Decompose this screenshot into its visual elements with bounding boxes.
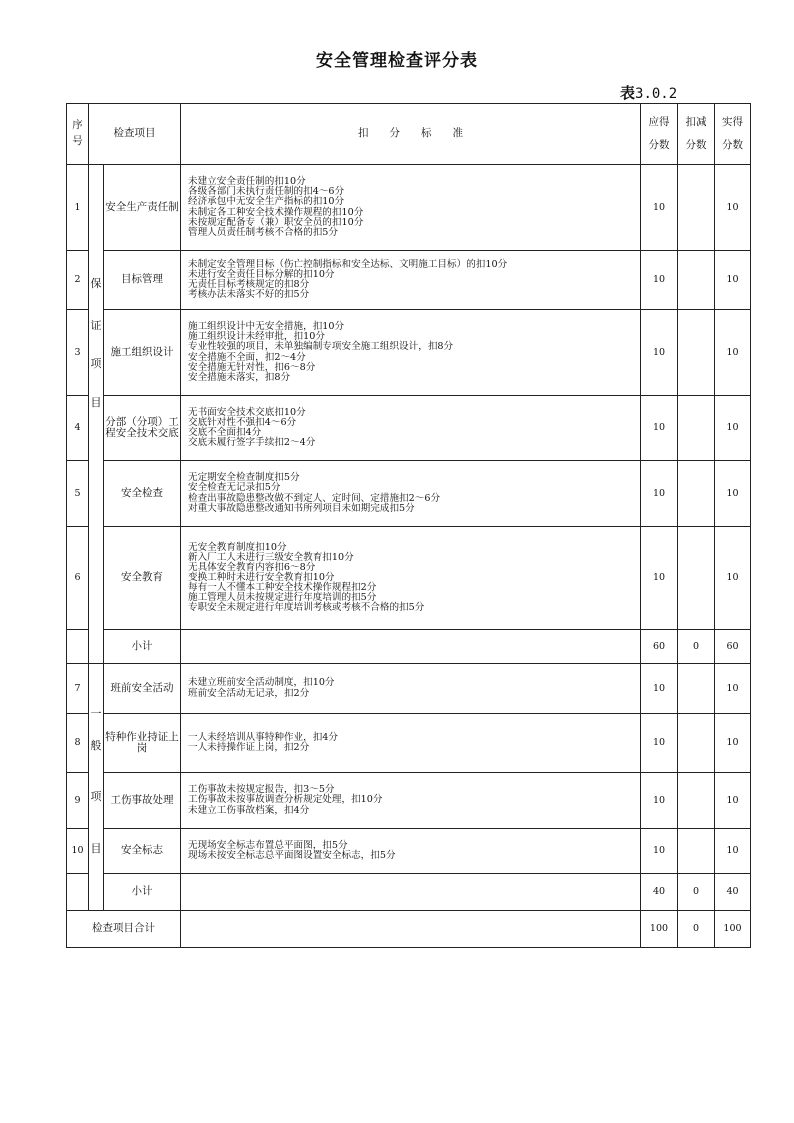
table-row (67, 310, 751, 396)
row-item: 目标管理 (104, 251, 181, 310)
row-due: 10 (641, 251, 678, 310)
row-criteria: 无安全教育制度扣10分 新入厂工人未进行三级安全教育扣10分 无具体安全教育内容扣6～8分 变换工种时未进行安全教育扣10分 每有一人不懂本工种安全技术操作规程扣2分 施工管理人员未按规定进行年度培训的扣5分 专职安全未规定进行年度培训考核或考核不合格的扣5分 (181, 527, 641, 630)
header-criteria: 扣 分 标 准 (181, 104, 641, 165)
table-row (67, 714, 751, 773)
group-guarantee (89, 165, 104, 664)
table-row (67, 165, 751, 251)
row-actual: 10 (715, 165, 751, 251)
row-due: 10 (641, 714, 678, 773)
row-seq: 8 (67, 714, 89, 773)
score-table (66, 103, 751, 948)
row-item: 小计 (104, 630, 181, 664)
row-item: 工伤事故处理 (104, 773, 181, 829)
row-actual: 10 (715, 527, 751, 630)
row-due: 10 (641, 829, 678, 874)
row-due: 10 (641, 396, 678, 461)
row-actual: 10 (715, 714, 751, 773)
row-seq: 10 (67, 829, 89, 874)
row-actual: 10 (715, 310, 751, 396)
row-criteria: 未制定安全管理目标（伤亡控制指标和安全达标、文明施工目标）的扣10分 未进行安全责任目标分解的扣10分 无责任目标考核规定的扣8分 考核办法未落实不好的扣5分 (181, 251, 641, 310)
group-char: 般 (90, 738, 102, 752)
row-deduct (678, 664, 715, 714)
row-seq: 5 (67, 461, 89, 527)
row-criteria: 未建立班前安全活动制度，扣10分 班前安全活动无记录，扣2分 (181, 664, 641, 714)
subtotal-row (67, 630, 751, 664)
header-row (67, 104, 751, 165)
group-char: 目 (90, 841, 102, 855)
total-actual: 100 (715, 911, 751, 948)
row-criteria: 无书面安全技术交底扣10分 交底针对性不强扣4～6分 交底不全面扣4分 交底未履行签字手续扣2～4分 (181, 396, 641, 461)
row-criteria: 一人未经培训从事特种作业，扣4分 一人未持操作证上岗，扣2分 (181, 714, 641, 773)
row-item: 班前安全活动 (104, 664, 181, 714)
row-deduct (678, 773, 715, 829)
group-char: 目 (90, 395, 102, 409)
group-char: 一 (90, 707, 102, 720)
row-deduct: 0 (678, 874, 715, 911)
row-due: 10 (641, 773, 678, 829)
row-deduct: 0 (678, 630, 715, 664)
row-seq: 1 (67, 165, 89, 251)
row-actual: 10 (715, 461, 751, 527)
row-seq: 2 (67, 251, 89, 310)
row-due: 10 (641, 310, 678, 396)
table-row (67, 773, 751, 829)
row-seq (67, 630, 89, 664)
row-actual: 40 (715, 874, 751, 911)
row-deduct (678, 396, 715, 461)
row-seq: 6 (67, 527, 89, 630)
group-char: 保 (90, 277, 102, 290)
table-row (67, 461, 751, 527)
header-deduct: 扣减分数 (678, 104, 715, 165)
row-due: 10 (641, 527, 678, 630)
page-title: 安全管理检查评分表 (316, 51, 478, 71)
row-actual: 10 (715, 829, 751, 874)
row-actual: 10 (715, 251, 751, 310)
row-item: 施工组织设计 (104, 310, 181, 396)
total-label: 检查项目合计 (67, 911, 181, 948)
row-criteria: 未建立安全责任制的扣10分 各级各部门未执行责任制的扣4～6分 经济承包中无安全生产指标的扣10分 未制定各工种安全技术操作规程的扣10分 未按规定配备专（兼）职安全员的扣10分 管理人员责任制考核不合格的扣5分 (181, 165, 641, 251)
row-seq: 4 (67, 396, 89, 461)
row-due: 10 (641, 165, 678, 251)
form-code-number: 3.0.2 (635, 86, 678, 102)
header-item: 检查项目 (89, 104, 181, 165)
row-due: 10 (641, 461, 678, 527)
row-deduct (678, 251, 715, 310)
row-criteria (181, 630, 641, 664)
row-deduct (678, 310, 715, 396)
row-due: 40 (641, 874, 678, 911)
row-deduct (678, 714, 715, 773)
row-deduct (678, 527, 715, 630)
group-char: 项 (90, 790, 102, 804)
table-row (67, 829, 751, 874)
row-deduct (678, 461, 715, 527)
row-item: 安全生产责任制 (104, 165, 181, 251)
row-criteria (181, 874, 641, 911)
row-actual: 10 (715, 664, 751, 714)
total-due: 100 (641, 911, 678, 948)
header-actual: 实得分数 (715, 104, 751, 165)
group-char: 证 (90, 318, 102, 332)
row-seq (67, 874, 89, 911)
table-row (67, 664, 751, 714)
row-item: 小计 (104, 874, 181, 911)
total-deduct: 0 (678, 911, 715, 948)
row-item: 安全教育 (104, 527, 181, 630)
row-criteria: 施工组织设计中无安全措施，扣10分 施工组织设计未经审批，扣10分 专业性较强的项目，未单独编制专项安全施工组织设计，扣8分 安全措施不全面，扣2～4分 安全措施无针对性，扣6～8分 安全措施未落实，扣8分 (181, 310, 641, 396)
header-due: 应得分数 (641, 104, 678, 165)
row-seq: 3 (67, 310, 89, 396)
row-seq: 9 (67, 773, 89, 829)
row-due: 60 (641, 630, 678, 664)
row-actual: 10 (715, 773, 751, 829)
total-row (67, 911, 751, 948)
table-row (67, 527, 751, 630)
row-item: 安全检查 (104, 461, 181, 527)
row-criteria: 无现场安全标志布置总平面图，扣5分 现场未按安全标志总平面图设置安全标志，扣5分 (181, 829, 641, 874)
group-char: 项 (90, 357, 102, 371)
row-criteria: 工伤事故未按规定报告，扣3～5分 工伤事故未按事故调查分析规定处理，扣10分 未建立工伤事故档案，扣4分 (181, 773, 641, 829)
table-row (67, 396, 751, 461)
row-criteria: 无定期安全检查制度扣5分 安全检查无记录扣5分 检查出事故隐患整改做不到定人、定时间、定措施扣2～6分 对重大事故隐患整改通知书所列项目未如期完成扣5分 (181, 461, 641, 527)
row-item: 特种作业持证上岗 (104, 714, 181, 773)
form-code (620, 82, 677, 103)
row-due: 10 (641, 664, 678, 714)
header-seq: 序号 (67, 104, 89, 165)
total-criteria (181, 911, 641, 948)
row-item: 分部（分项）工程安全技术交底 (104, 396, 181, 461)
row-seq: 7 (67, 664, 89, 714)
row-actual: 60 (715, 630, 751, 664)
row-deduct (678, 165, 715, 251)
row-actual: 10 (715, 396, 751, 461)
subtotal-row (67, 874, 751, 911)
row-item: 安全标志 (104, 829, 181, 874)
row-deduct (678, 829, 715, 874)
table-row (67, 251, 751, 310)
form-code-prefix: 表 (620, 84, 636, 102)
group-general (89, 664, 104, 911)
